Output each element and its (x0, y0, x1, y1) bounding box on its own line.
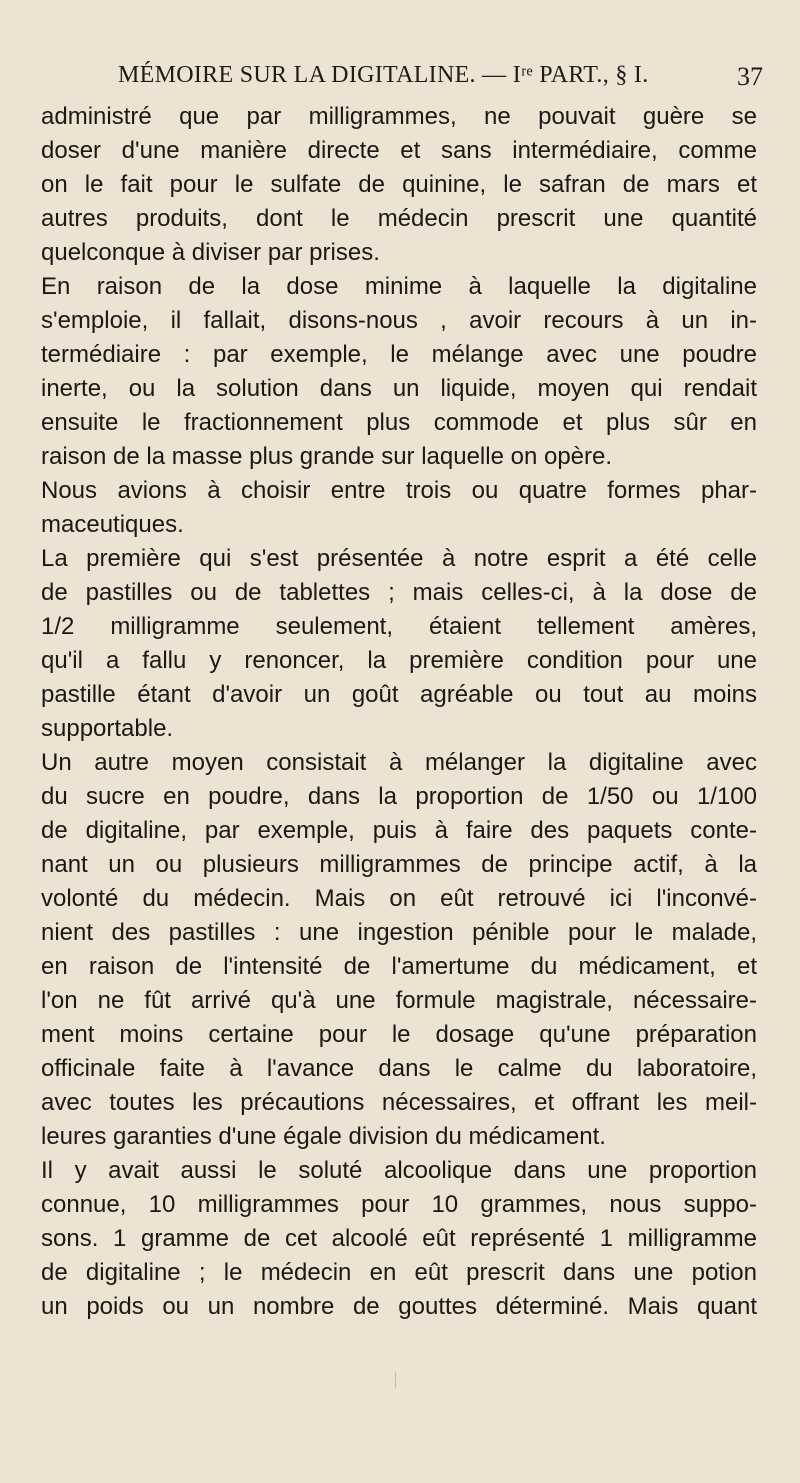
text-line: connue, 10 milligrammes pour 10 grammes, nous suppo- (41, 1191, 757, 1218)
text-line: sons. 1 gramme de cet alcoolé eût représenté 1 milligramme (41, 1225, 757, 1252)
text-line: qu'il a fallu y renoncer, la première condition pour une (41, 647, 757, 674)
paragraph-start-line: Nous avions à choisir entre trois ou quatre formes phar- (41, 477, 757, 504)
paragraph-start-line: En raison de la dose minime à laquelle la digitaline (41, 273, 757, 300)
text-line: 1/2 milligramme seulement, étaient tellement amères, (41, 613, 757, 640)
paper-mark (395, 1372, 396, 1388)
running-header (0, 62, 800, 96)
page-number: 37 (737, 62, 763, 91)
text-line: s'emploie, il fallait, disons-nous , avoir recours à un in- (41, 307, 757, 334)
text-line: nant un ou plusieurs milligrammes de principe actif, à la (41, 851, 757, 878)
text-line: pastille étant d'avoir un goût agréable ou tout au moins (41, 681, 757, 708)
text-line: termédiaire : par exemple, le mélange avec une poudre (41, 341, 757, 368)
text-line: du sucre en poudre, dans la proportion de 1/50 ou 1/100 (41, 783, 757, 810)
running-title: MÉMOIRE SUR LA DIGITALINE. — Iʳᵉ PART., § I. (118, 62, 649, 88)
text-line: administré que par milligrammes, ne pouvait guère se (41, 103, 757, 130)
text-line: de pastilles ou de tablettes ; mais celles-ci, à la dose de (41, 579, 757, 606)
paragraph-start-line: Il y avait aussi le soluté alcoolique dans une proportion (41, 1157, 757, 1184)
paragraph-start-line: Un autre moyen consistait à mélanger la digitaline avec (41, 749, 757, 776)
text-line: on le fait pour le sulfate de quinine, le safran de mars et (41, 171, 757, 198)
text-line: quelconque à diviser par prises. (41, 239, 380, 266)
text-line: de digitaline, par exemple, puis à faire des paquets conte- (41, 817, 757, 844)
paragraph-start-line: La première qui s'est présentée à notre esprit a été celle (41, 545, 757, 572)
text-line: autres produits, dont le médecin prescrit une quantité (41, 205, 757, 232)
text-line: l'on ne fût arrivé qu'à une formule magistrale, nécessaire- (41, 987, 757, 1014)
text-line: maceutiques. (41, 511, 184, 538)
text-line: officinale faite à l'avance dans le calme du laboratoire, (41, 1055, 757, 1082)
text-line: ensuite le fractionnement plus commode et plus sûr en (41, 409, 757, 436)
text-line: leures garanties d'une égale division du médicament. (41, 1123, 606, 1150)
text-line: supportable. (41, 715, 174, 742)
text-line: de digitaline ; le médecin en eût prescrit dans une potion (41, 1259, 757, 1286)
text-line: doser d'une manière directe et sans intermédiaire, comme (41, 137, 757, 164)
page-body-text (41, 100, 757, 1324)
text-line: raison de la masse plus grande sur laquelle on opère. (41, 443, 613, 470)
text-line: un poids ou un nombre de gouttes déterminé. Mais quant (41, 1293, 757, 1320)
text-line: volonté du médecin. Mais on eût retrouvé ici l'inconvé- (41, 885, 757, 912)
text-line: nient des pastilles : une ingestion pénible pour le malade, (41, 919, 757, 946)
text-line: avec toutes les précautions nécessaires, et offrant les meil- (41, 1089, 757, 1116)
text-line: inerte, ou la solution dans un liquide, moyen qui rendait (41, 375, 757, 402)
text-line: ment moins certaine pour le dosage qu'une préparation (41, 1021, 757, 1048)
text-line: en raison de l'intensité de l'amertume du médicament, et (41, 953, 757, 980)
